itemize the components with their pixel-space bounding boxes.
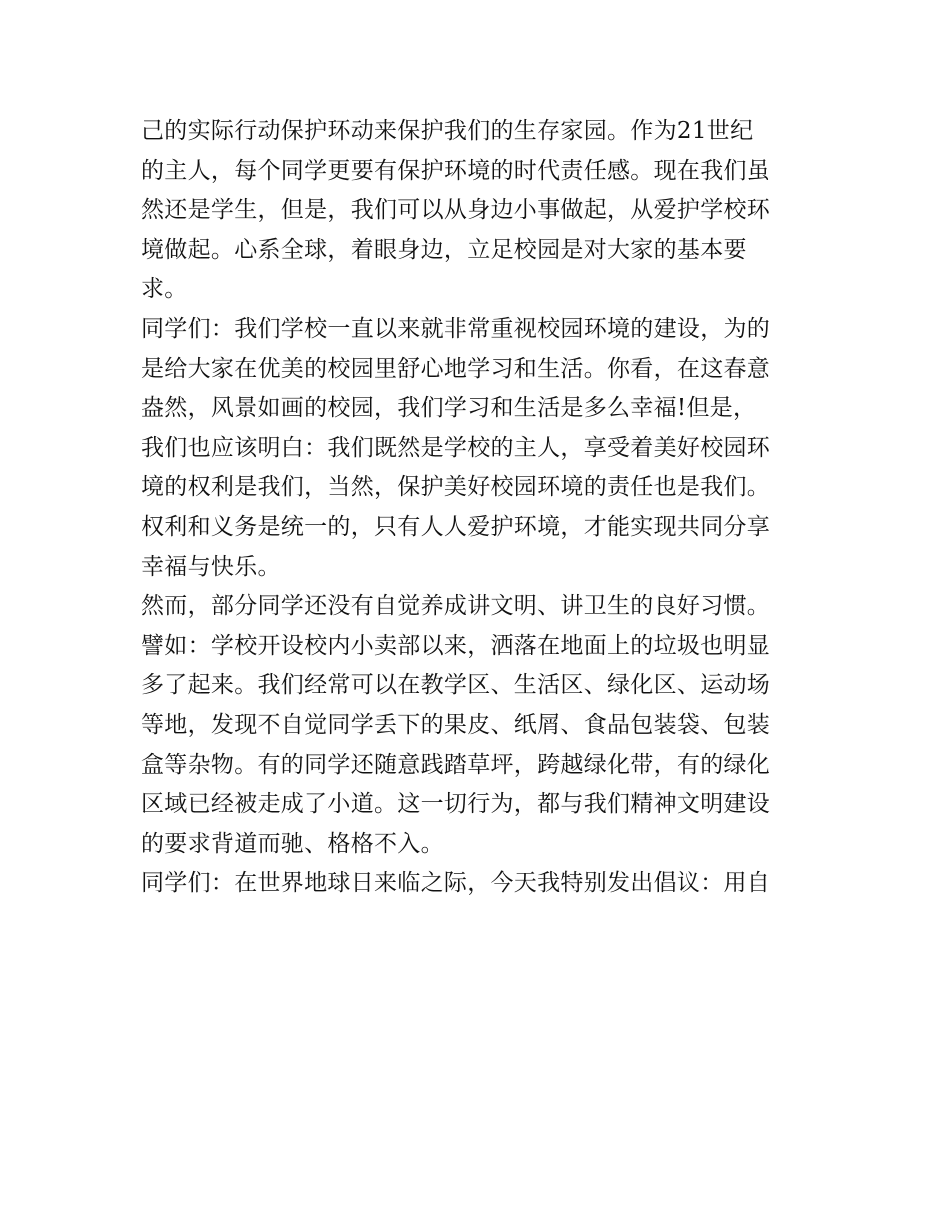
- text-line: 譬如：学校开设校内小卖部以来，洒落在地面上的垃圾也明显: [141, 632, 771, 659]
- text-line: 同学们：在世界地球日来临之际，今天我特别发出倡议：用自: [141, 870, 771, 897]
- text-line: 求。: [141, 276, 188, 303]
- text-line: 的主人，每个同学更要有保护环境的时代责任感。现在我们虽: [141, 157, 771, 184]
- text-line: 是给大家在优美的校园里舒心地学习和生活。你看，在这春意: [141, 355, 771, 382]
- text-line: 的要求背道而驰、格格不入。: [141, 830, 444, 857]
- text-line: 等地，发现不自觉同学丢下的果皮、纸屑、食品包装袋、包装: [141, 711, 771, 738]
- body-text: [141, 112, 821, 904]
- text-line: 境做起。心系全球，着眼身边，立足校园是对大家的基本要: [141, 236, 747, 263]
- text-line: 己的实际行动保护环动来保护我们的生存家园。作为21世纪: [141, 118, 754, 144]
- text-line: 幸福与快乐。: [141, 553, 281, 580]
- text-line: 盒等杂物。有的同学还随意践踏草坪，跨越绿化带，有的绿化: [141, 751, 771, 778]
- text-line: 权利和义务是统一的，只有人人爱护环境，才能实现共同分享: [141, 513, 771, 540]
- text-line: 然而，部分同学还没有自觉养成讲文明、讲卫生的良好习惯。: [141, 593, 771, 620]
- text-line: 多了起来。我们经常可以在教学区、生活区、绿化区、运动场: [141, 672, 771, 699]
- text-line: 我们也应该明白：我们既然是学校的主人，享受着美好校园环: [141, 434, 771, 461]
- text-line: 然还是学生，但是，我们可以从身边小事做起，从爱护学校环: [141, 197, 771, 224]
- text-line: 同学们：我们学校一直以来就非常重视校园环境的建设，为的: [141, 315, 771, 342]
- text-line: 盎然，风景如画的校园，我们学习和生活是多么幸福!但是，: [141, 395, 757, 422]
- text-line: 区域已经被走成了小道。这一切行为，都与我们精神文明建设: [141, 791, 771, 818]
- text-line: 境的权利是我们，当然，保护美好校园环境的责任也是我们。: [141, 474, 771, 501]
